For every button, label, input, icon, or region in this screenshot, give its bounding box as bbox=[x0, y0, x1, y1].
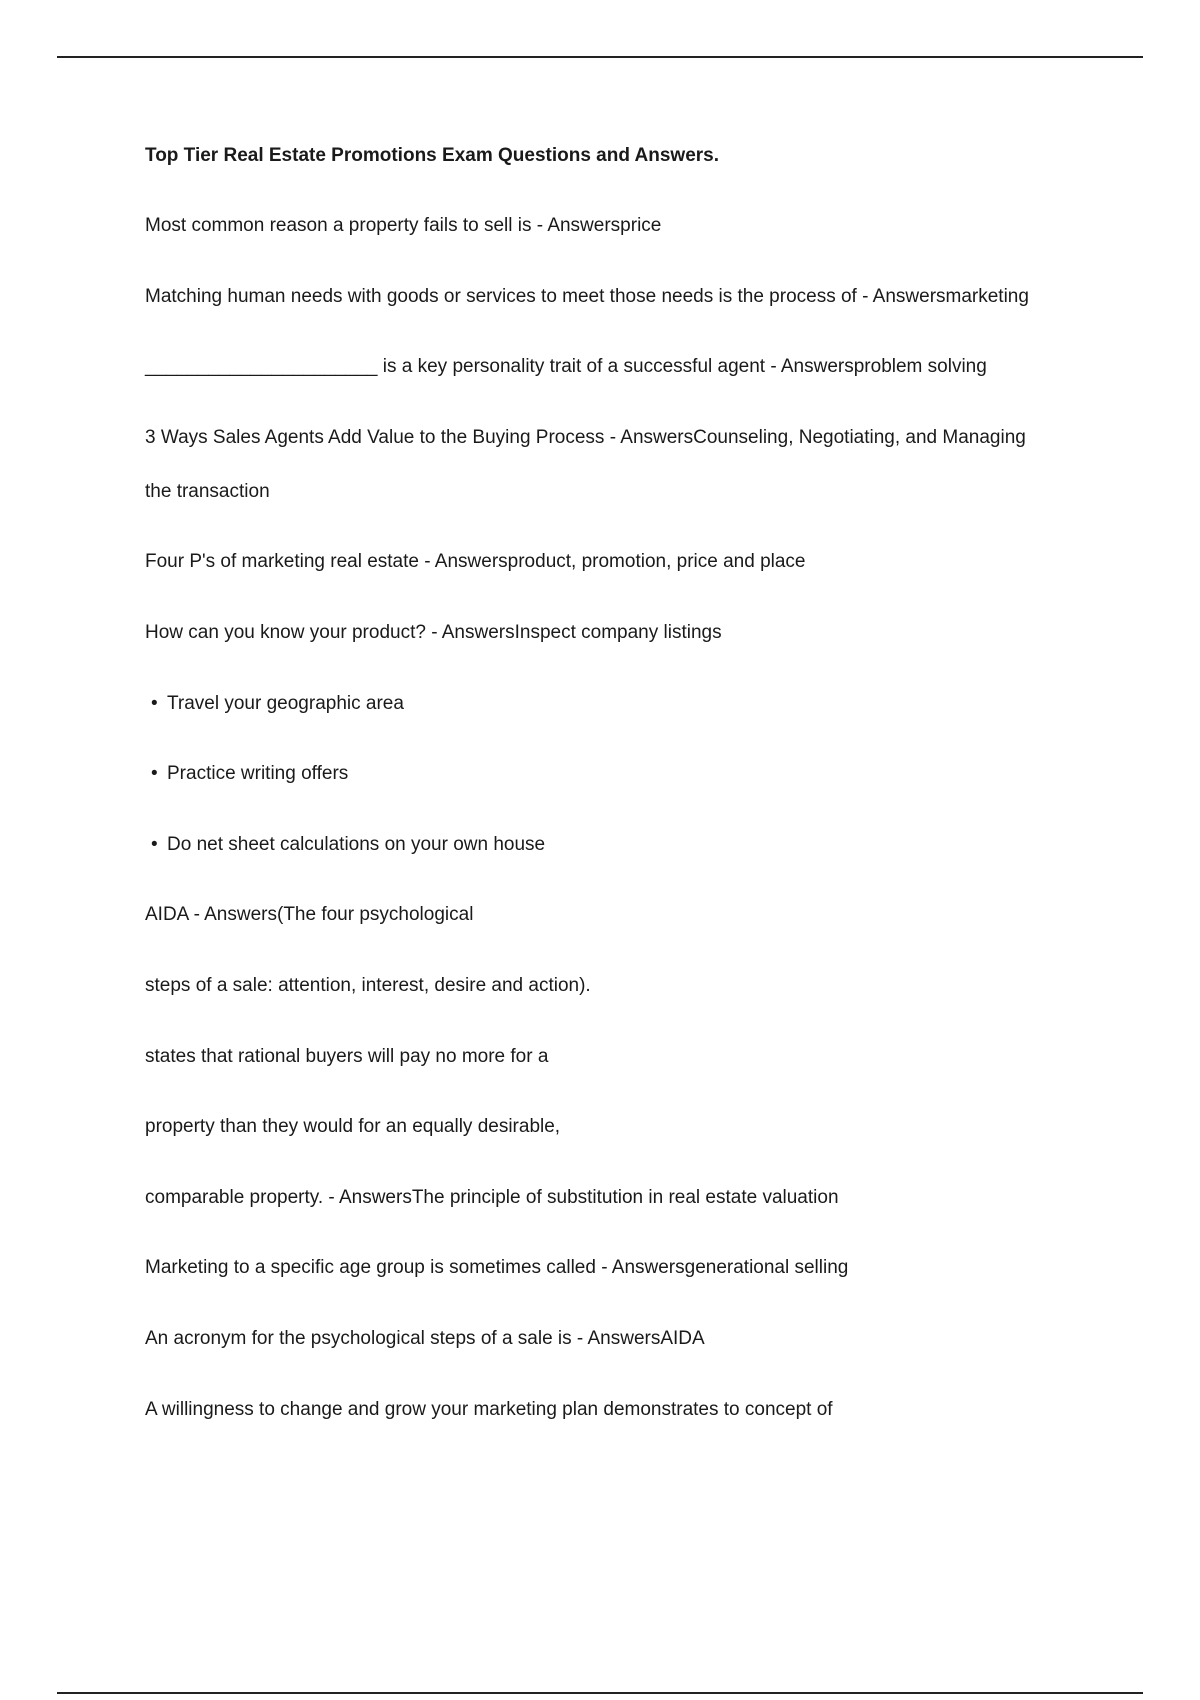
qa-line: A willingness to change and grow your marketing plan demonstrates to concept of bbox=[145, 1398, 833, 1420]
qa-line: steps of a sale: attention, interest, desire and action). bbox=[145, 974, 591, 996]
header-rule bbox=[57, 56, 1143, 58]
bullet-icon: • bbox=[151, 692, 158, 714]
bullet-icon: • bbox=[151, 763, 158, 785]
qa-line-continuation: the transaction bbox=[145, 480, 270, 502]
bullet-item bbox=[145, 831, 1125, 859]
qa-line: An acronym for the psychological steps of a sale is - AnswersAIDA bbox=[145, 1327, 705, 1349]
qa-line: Four P's of marketing real estate - Answersproduct, promotion, price and place bbox=[145, 551, 806, 573]
bullet-item bbox=[145, 760, 1125, 788]
qa-line: 3 Ways Sales Agents Add Value to the Buying Process - AnswersCounseling, Negotiating, and Managing bbox=[145, 426, 1026, 448]
footer-rule bbox=[57, 1692, 1143, 1694]
bullet-text: Travel your geographic area bbox=[167, 692, 404, 714]
qa-line: states that rational buyers will pay no more for a bbox=[145, 1045, 549, 1067]
qa-line: How can you know your product? - AnswersInspect company listings bbox=[145, 621, 722, 643]
qa-line: Most common reason a property fails to sell is - Answersprice bbox=[145, 215, 662, 236]
document-body bbox=[145, 142, 1125, 1466]
bullet-text: Do net sheet calculations on your own house bbox=[167, 833, 546, 855]
qa-line: Matching human needs with goods or services to meet those needs is the process of - Answersmarketing bbox=[145, 285, 1029, 307]
qa-line: AIDA - Answers(The four psychological bbox=[145, 904, 474, 926]
qa-line: property than they would for an equally desirable, bbox=[145, 1116, 561, 1138]
bullet-icon: • bbox=[151, 833, 158, 855]
bullet-item bbox=[145, 690, 1125, 718]
qa-line: comparable property. - AnswersThe principle of substitution in real estate valuation bbox=[145, 1186, 839, 1208]
document-title: Top Tier Real Estate Promotions Exam Questions and Answers. bbox=[145, 145, 720, 166]
qa-line: ______________________ is a key personality trait of a successful agent - Answersproblem solving bbox=[145, 356, 987, 378]
bullet-text: Practice writing offers bbox=[167, 763, 349, 785]
qa-line: Marketing to a specific age group is sometimes called - Answersgenerational selling bbox=[145, 1257, 849, 1279]
